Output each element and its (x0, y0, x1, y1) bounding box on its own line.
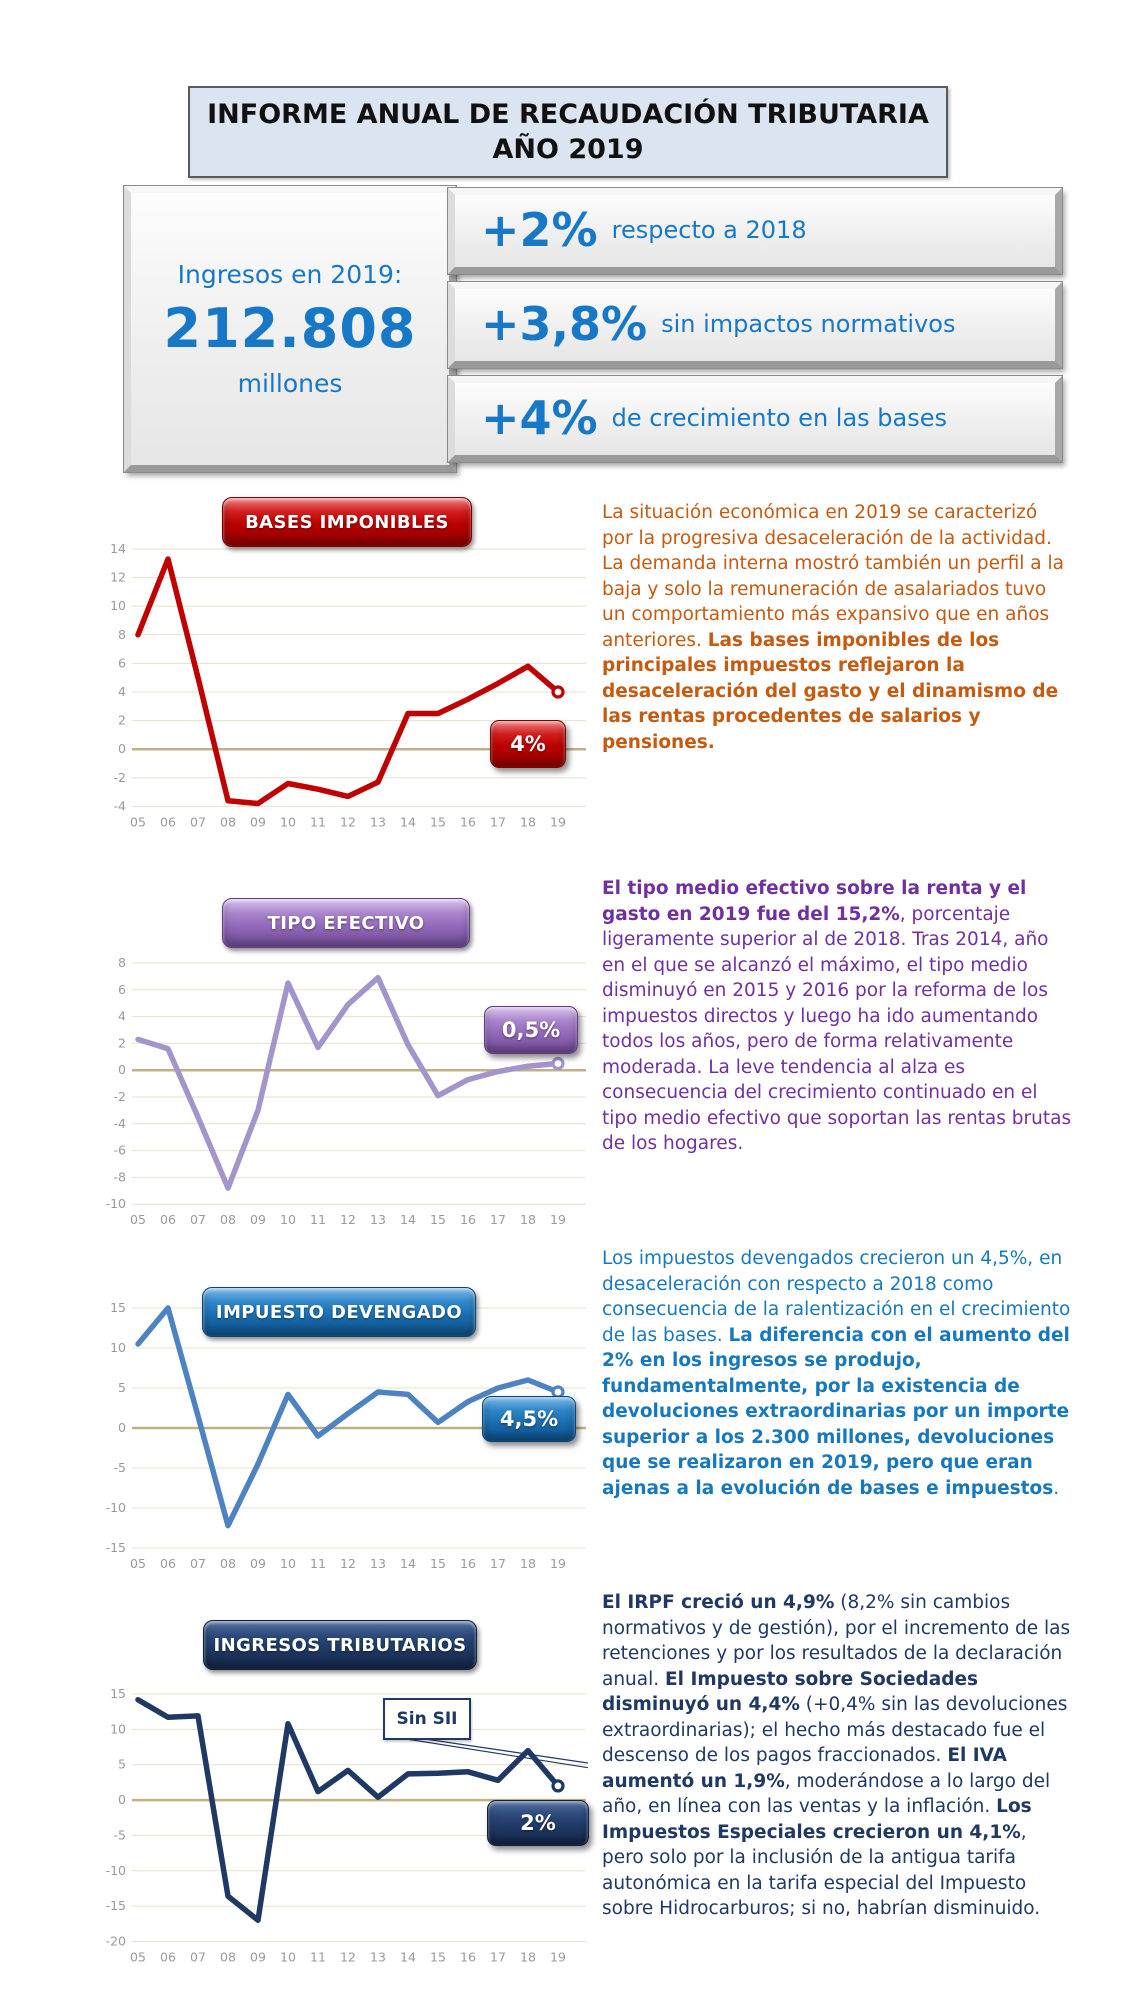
income-summary-box (124, 186, 456, 472)
svg-text:-20: -20 (105, 1933, 126, 1949)
stat-value: +3,8% (481, 297, 648, 351)
income-unit: millones (237, 368, 343, 398)
svg-text:13: 13 (370, 1949, 386, 1965)
svg-text:13: 13 (370, 814, 386, 830)
svg-text:08: 08 (220, 1556, 236, 1571)
svg-text:07: 07 (190, 1212, 206, 1228)
paragraph-bases-imponibles: La situación económica en 2019 se caracterizó por la progresiva desaceleración de la actividad. La demanda interna mostró también un perfil a la baja y solo la remuneración de asalariados tuvo un comportamiento más expansivo que en años anteriores. Las bases imponibles de los principales impuestos reflejaron la desaceleración del gasto y el dinamismo de las rentas procedentes de salarios y pensiones. (602, 502, 1064, 753)
svg-text:-8: -8 (113, 1169, 126, 1185)
svg-text:17: 17 (490, 1556, 506, 1571)
svg-text:16: 16 (460, 1556, 476, 1571)
svg-text:08: 08 (220, 1949, 236, 1965)
svg-text:07: 07 (190, 1949, 206, 1965)
svg-text:18: 18 (520, 814, 536, 830)
svg-text:06: 06 (160, 1556, 176, 1571)
svg-text:10: 10 (280, 1949, 296, 1965)
line-chart-tipo-efectivo (88, 955, 588, 1237)
growth-badge-bases: 4% (490, 720, 566, 768)
svg-text:11: 11 (310, 814, 326, 830)
svg-text:16: 16 (460, 814, 476, 830)
stat-box-crecimiento-bases (448, 376, 1062, 462)
svg-text:14: 14 (400, 1949, 416, 1965)
report-title-line2: AÑO 2019 (492, 134, 644, 165)
chart-title-tipo-efectivo (222, 898, 470, 948)
paragraph-impuesto-devengado: Los impuestos devengados crecieron un 4,5%, en desaceleración con respecto a 2018 como consecuencia de la ralentización en el crecimiento de las bases. La diferencia con el aumento del 2% en los ingresos se produjo, fundamentalmente, por la existencia de devoluciones extraordinarias por un importe superior a los 2.300 millones, devoluciones que se realizaron en 2019, pero que eran ajenas a la evolución de bases e impuestos. (602, 1248, 1071, 1499)
svg-text:10: 10 (280, 814, 296, 830)
svg-text:15: 15 (110, 1686, 126, 1701)
svg-text:05: 05 (130, 814, 146, 830)
svg-text:19: 19 (550, 1556, 566, 1571)
svg-text:12: 12 (340, 1212, 356, 1228)
svg-text:18: 18 (520, 1212, 536, 1228)
svg-text:05: 05 (130, 1949, 146, 1965)
svg-text:5: 5 (118, 1756, 126, 1772)
stat-box-vs-2018 (448, 188, 1062, 274)
svg-text:5: 5 (118, 1380, 126, 1395)
svg-text:14: 14 (400, 1556, 416, 1571)
growth-badge-tipo-efectivo: 0,5% (484, 1006, 578, 1054)
svg-text:-10: -10 (105, 1862, 126, 1878)
svg-text:-15: -15 (105, 1898, 126, 1914)
svg-text:07: 07 (190, 814, 206, 830)
svg-text:0: 0 (118, 1062, 126, 1078)
svg-text:0: 0 (118, 741, 126, 757)
svg-text:12: 12 (110, 569, 126, 585)
growth-badge-impuesto-devengado: 4,5% (482, 1396, 576, 1442)
svg-text:06: 06 (160, 1212, 176, 1228)
svg-text:-6: -6 (113, 1142, 126, 1158)
report-title-box (188, 86, 948, 178)
report-title-line1: INFORME ANUAL DE RECAUDACIÓN TRIBUTARIA (207, 98, 929, 130)
chart-title-label: BASES IMPONIBLES (245, 511, 449, 533)
svg-text:08: 08 (220, 1212, 236, 1228)
svg-text:8: 8 (118, 955, 126, 970)
svg-text:19: 19 (550, 1949, 566, 1965)
svg-text:11: 11 (310, 1949, 326, 1965)
stat-value: +2% (481, 203, 598, 257)
svg-text:09: 09 (250, 1212, 266, 1228)
income-label: Ingresos en 2019: (177, 260, 403, 290)
stat-label: sin impactos normativos (661, 310, 956, 338)
svg-text:4: 4 (118, 1008, 126, 1024)
svg-text:10: 10 (110, 598, 126, 614)
svg-text:-4: -4 (113, 798, 126, 814)
chart-title-ingresos-tributarios (203, 1620, 477, 1670)
svg-text:14: 14 (110, 541, 126, 556)
svg-text:15: 15 (430, 814, 446, 830)
stat-label: respecto a 2018 (611, 216, 807, 244)
svg-text:10: 10 (280, 1212, 296, 1228)
paragraph-tipo-efectivo: El tipo medio efectivo sobre la renta y el gasto en 2019 fue del 15,2%, porcentaje ligeramente superior al de 2018. Tras 2014, año en el que se alcanzó el máximo, el tipo medio disminuyó en 2015 y 2016 por la reforma de los impuestos directos y luego ha ido aumentando todos los años, pero de forma relativamente moderada. La leve tendencia al alza es consecuencia del crecimiento continuado en el tipo medio efectivo que soportan las rentas brutas de los hogares. (602, 878, 1072, 1155)
svg-text:06: 06 (160, 1949, 176, 1965)
svg-text:18: 18 (520, 1556, 536, 1571)
svg-text:-5: -5 (113, 1460, 126, 1475)
svg-text:-10: -10 (105, 1500, 126, 1515)
svg-text:8: 8 (118, 626, 126, 642)
svg-text:09: 09 (250, 1949, 266, 1965)
svg-text:17: 17 (490, 1212, 506, 1228)
svg-text:12: 12 (340, 1949, 356, 1965)
svg-text:-10: -10 (105, 1196, 126, 1212)
chart-title-label: IMPUESTO DEVENGADO (215, 1301, 463, 1323)
svg-text:2: 2 (118, 712, 126, 728)
svg-text:18: 18 (520, 1949, 536, 1965)
svg-text:17: 17 (490, 814, 506, 830)
stat-value: +4% (481, 391, 598, 445)
growth-badge-ingresos: 2% (487, 1800, 589, 1846)
svg-text:2: 2 (118, 1035, 126, 1051)
chart-title-label: TIPO EFECTIVO (267, 912, 425, 934)
svg-text:0: 0 (118, 1420, 126, 1435)
svg-text:13: 13 (370, 1556, 386, 1571)
svg-text:17: 17 (490, 1949, 506, 1965)
svg-text:19: 19 (550, 1212, 566, 1228)
svg-text:11: 11 (310, 1556, 326, 1571)
svg-text:6: 6 (118, 981, 126, 997)
svg-text:12: 12 (340, 1556, 356, 1571)
svg-text:15: 15 (110, 1300, 126, 1315)
svg-text:10: 10 (280, 1556, 296, 1571)
svg-text:15: 15 (430, 1556, 446, 1571)
svg-text:09: 09 (250, 1556, 266, 1571)
svg-text:-15: -15 (105, 1540, 126, 1555)
svg-text:-5: -5 (113, 1827, 126, 1843)
svg-text:-4: -4 (113, 1115, 126, 1131)
svg-text:10: 10 (110, 1721, 126, 1737)
svg-text:16: 16 (460, 1949, 476, 1965)
svg-text:05: 05 (130, 1212, 146, 1228)
svg-text:15: 15 (430, 1949, 446, 1965)
svg-text:4: 4 (118, 684, 126, 699)
svg-text:10: 10 (110, 1340, 126, 1355)
svg-text:15: 15 (430, 1212, 446, 1228)
svg-text:-2: -2 (113, 1089, 126, 1104)
chart-title-impuesto-devengado (202, 1287, 476, 1337)
svg-text:19: 19 (550, 814, 566, 830)
svg-text:06: 06 (160, 814, 176, 830)
svg-text:08: 08 (220, 814, 236, 830)
svg-text:13: 13 (370, 1212, 386, 1228)
svg-text:09: 09 (250, 814, 266, 830)
svg-text:07: 07 (190, 1556, 206, 1571)
svg-text:16: 16 (460, 1212, 476, 1228)
income-value: 212.808 (163, 297, 417, 361)
svg-text:-2: -2 (113, 769, 126, 785)
svg-text:12: 12 (340, 814, 356, 830)
svg-text:14: 14 (400, 1212, 416, 1228)
line-chart-bases-imponibles (88, 541, 588, 839)
svg-text:0: 0 (118, 1792, 126, 1808)
sin-sii-callout: Sin SII (383, 1698, 471, 1740)
chart-title-bases-imponibles (222, 497, 472, 547)
svg-text:6: 6 (118, 655, 126, 671)
stat-box-sin-impactos (448, 282, 1062, 368)
svg-text:05: 05 (130, 1556, 146, 1571)
chart-title-label: INGRESOS TRIBUTARIOS (213, 1634, 467, 1656)
svg-text:11: 11 (310, 1212, 326, 1228)
svg-text:14: 14 (400, 814, 416, 830)
paragraph-ingresos-tributarios: El IRPF creció un 4,9% (8,2% sin cambios normativos y de gestión), por el incremento de las retenciones y por los resultados de la declaración anual. El Impuesto sobre Sociedades disminuyó un 4,4% (+0,4% sin las devoluciones extraordinarias); el hecho más destacado fue el descenso de los pagos fraccionados. El IVA aumentó un 1,9%, moderándose a lo largo del año, en línea con las ventas y la inflación. Los Impuestos Especiales crecieron un 4,1%, pero solo por la inclusión de la antigua tarifa autonómica en la tarifa especial del Impuesto sobre Hidrocarburos; si no, habrían disminuido. (602, 1592, 1071, 1920)
stat-label: de crecimiento en las bases (611, 404, 948, 432)
